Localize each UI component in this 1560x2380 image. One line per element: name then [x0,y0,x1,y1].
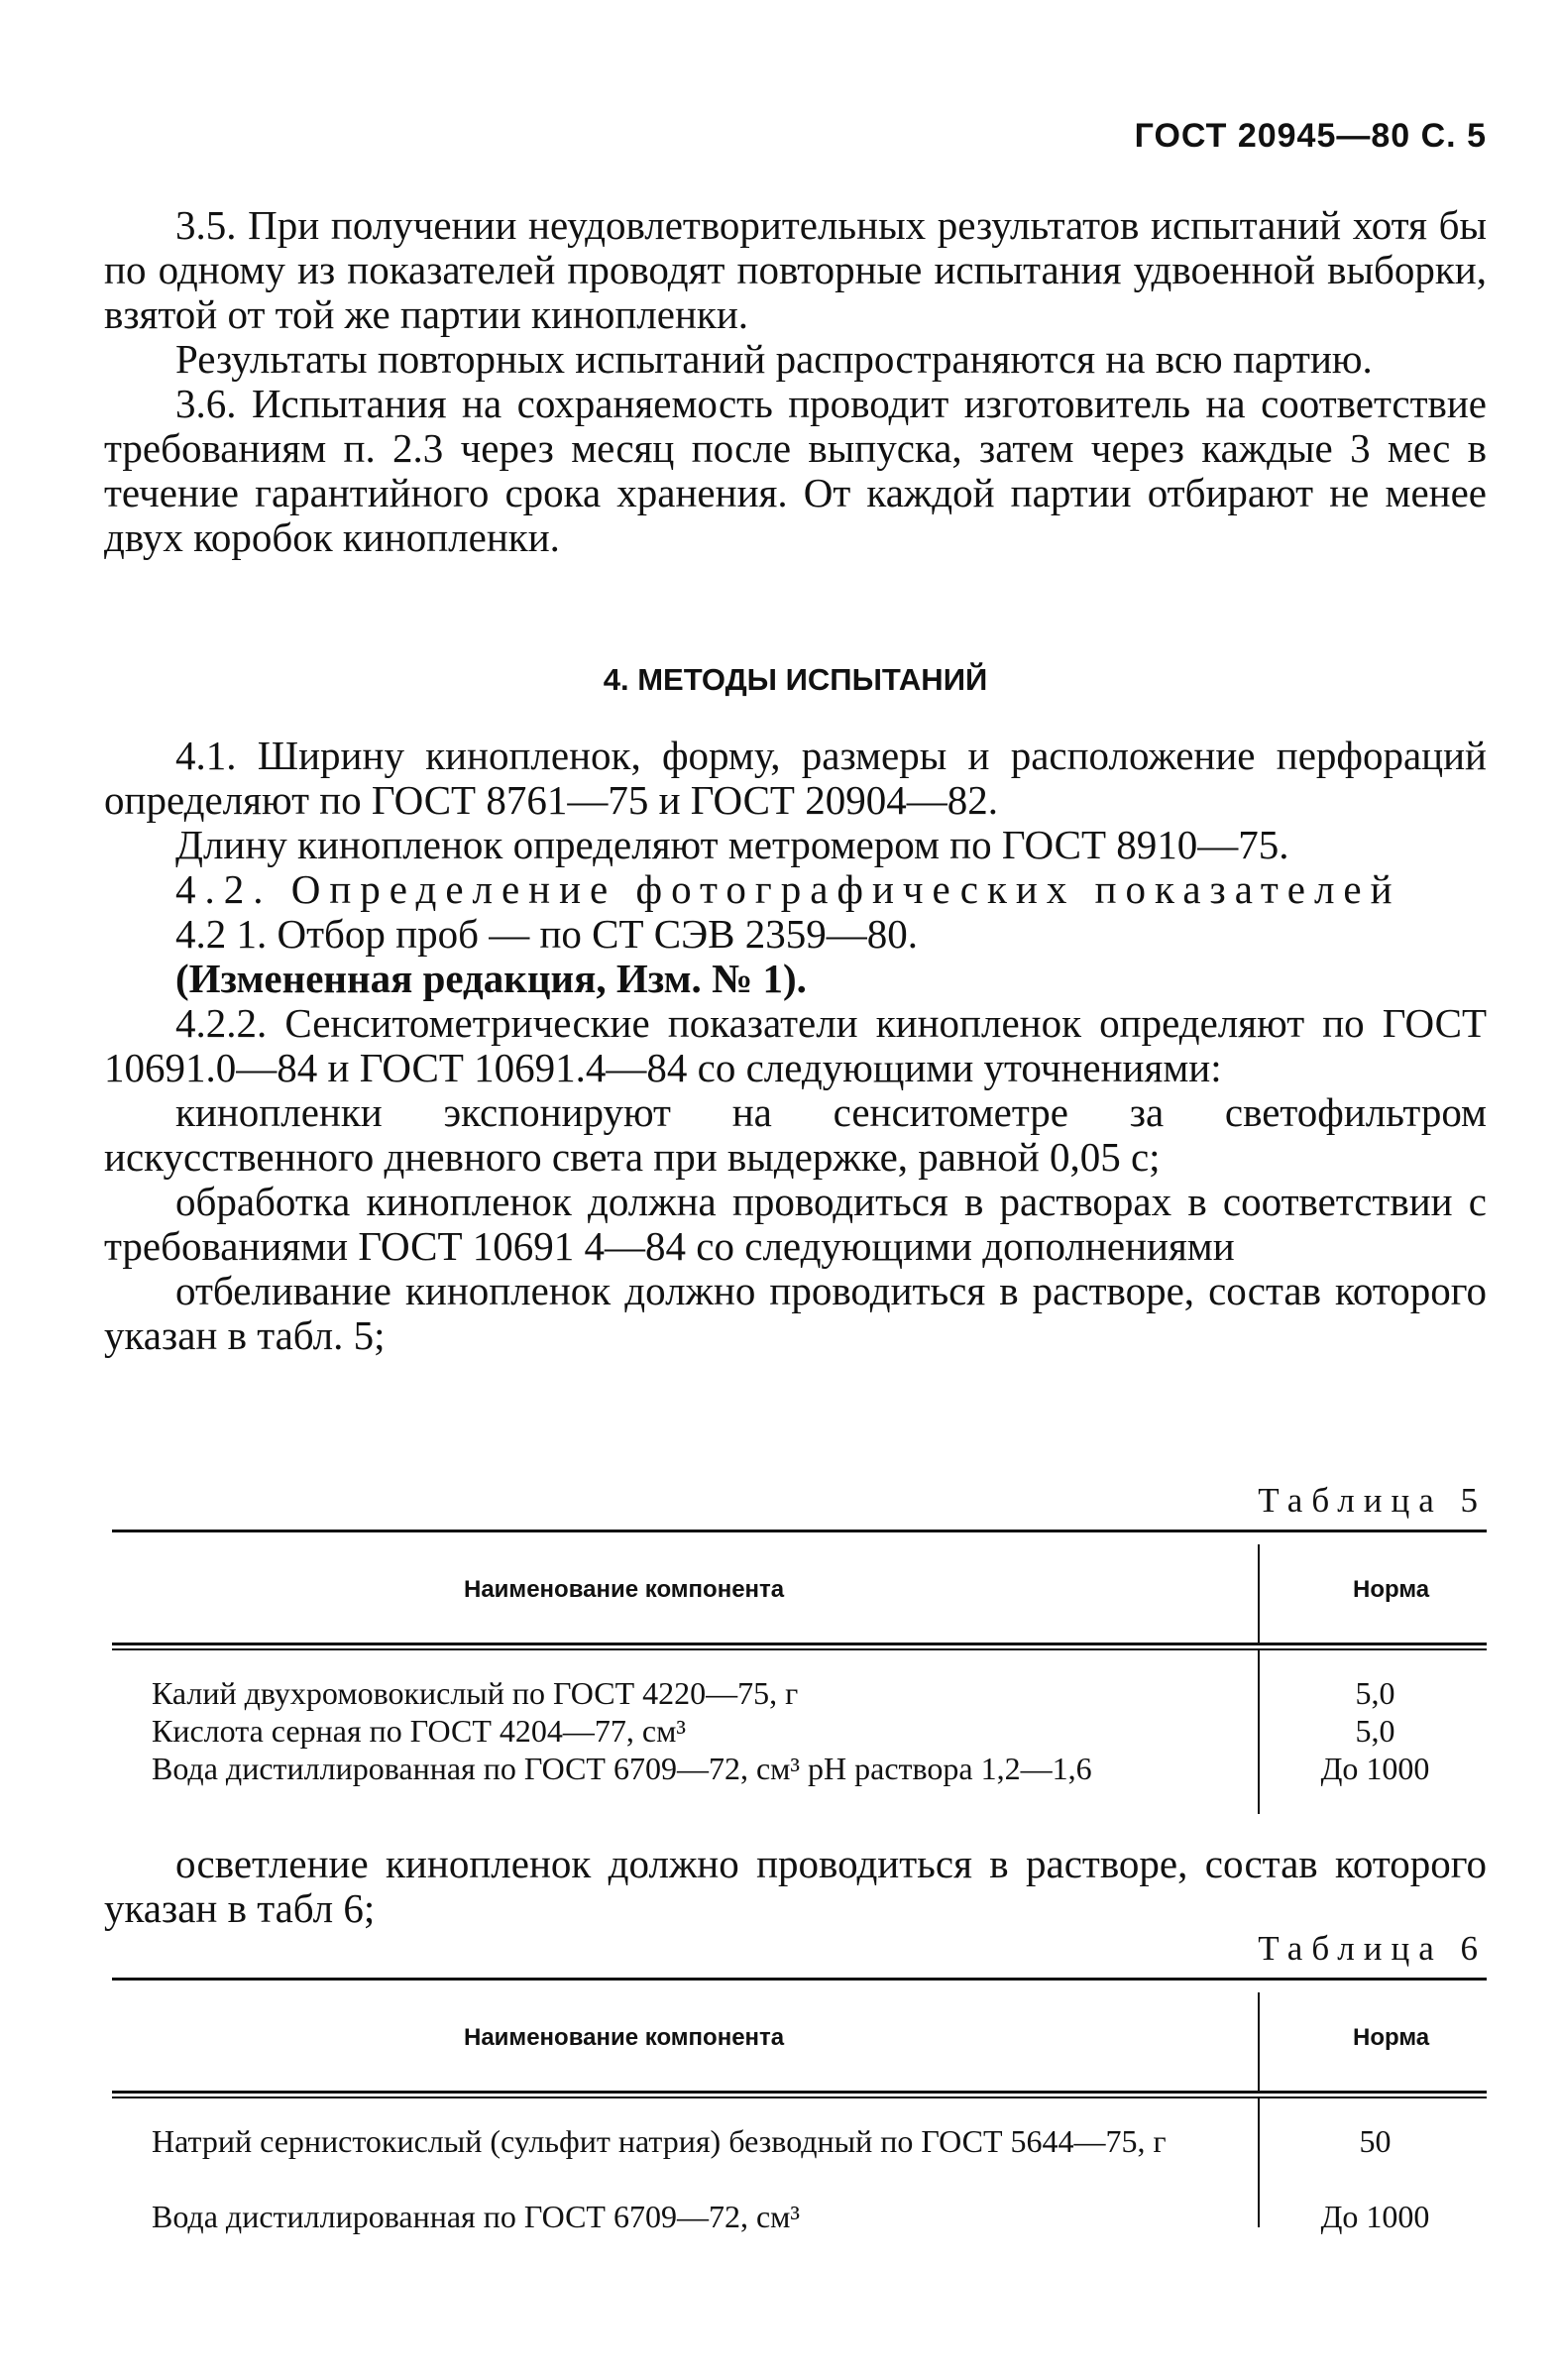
paragraph-clear: осветление кинопленок должно проводиться в растворе, состав которого указан в табл 6; [104,1841,1487,1931]
table-6-header-name: Наименование компонента [464,2024,785,2051]
running-header: ГОСТ 20945—80 С. 5 [1134,117,1487,155]
table-cell-norm: 5,0 [1355,1713,1395,1749]
paragraph-results: Результаты повторных испытаний распространяются на всю партию. [175,336,1373,382]
paragraph-4-2: 4.2. Определение фотографических показателей [175,866,1401,912]
table-row: Вода дистиллированная по ГОСТ 6709—72, см³ [152,2199,801,2234]
table-5-header-name: Наименование компонента [464,1576,785,1603]
table-5-caption: Таблица 5 [1258,1481,1487,1520]
paragraph-4-1: 4.1. Ширину кинопленок, форму, размеры и расположение перфораций определяют по ГОСТ 8761—75 и ГОСТ 20904—82. [104,733,1487,823]
paragraph-expose: кинопленки экспонируют на сенситометре за светофильтром искусственного дневного света при выдержке, равной 0,05 с; [104,1089,1487,1180]
section-3-text [104,203,1487,560]
paragraph-length: Длину кинопленок определяют метромером по ГОСТ 8910—75. [175,822,1289,867]
amendment-note: (Измененная редакция, Изм. № 1). [175,956,807,1001]
table-cell-norm: До 1000 [1320,2199,1430,2234]
table-cell-norm: До 1000 [1320,1751,1430,1786]
table-row: Натрий сернистокислый (сульфит натрия) безводный по ГОСТ 5644—75, г [152,2123,1167,2159]
table-5-header-norm: Норма [1353,1576,1430,1603]
paragraph-4-2-2: 4.2.2. Сенситометрические показатели кинопленок определяют по ГОСТ 10691.0—84 и ГОСТ 10691.4—84 со следующими уточнениями: [104,1000,1487,1090]
table-row: Кислота серная по ГОСТ 4204—77, см³ [152,1713,686,1749]
paragraph-bleach: отбеливание кинопленок должно проводиться в растворе, состав которого указан в табл. 5; [104,1268,1487,1358]
section-4-text-cont [104,1842,1487,1931]
table-row: Калий двухромовокислый по ГОСТ 4220—75, г [152,1675,799,1711]
section-4-text [104,734,1487,1358]
table-row: Вода дистиллированная по ГОСТ 6709—72, см³ рН раствора 1,2—1,6 [152,1751,1092,1786]
table-cell-norm: 5,0 [1355,1675,1395,1711]
table-6-header-norm: Норма [1353,2024,1430,2051]
table-5 [112,1530,1487,1829]
paragraph-4-2-1: 4.2 1. Отбор проб — по СТ СЭВ 2359—80. [175,911,919,957]
paragraph-3-5: 3.5. При получении неудовлетворительных результатов испытаний хотя бы по одному из показателей проводят повторные испытания удвоенной выборки, взятой от той же партии кинопленки. [104,202,1487,337]
table-6-caption: Таблица 6 [1258,1929,1487,1968]
paragraph-process: обработка кинопленок должна проводиться в растворах в соответствии с требованиями ГОСТ 10691 4—84 со следующими дополнениями [104,1179,1487,1269]
section-title: 4. МЕТОДЫ ИСПЫТАНИЙ [603,662,988,697]
paragraph-3-6: 3.6. Испытания на сохраняемость проводит изготовитель на соответствие требованиям п. 2.3 через месяц после выпуска, затем через каждые 3 мес в течение гарантийного срока хранения. От каждой партии отбирают не менее двух коробок кинопленки. [104,381,1487,560]
table-6 [112,1978,1487,2257]
table-cell-norm: 50 [1359,2123,1392,2159]
